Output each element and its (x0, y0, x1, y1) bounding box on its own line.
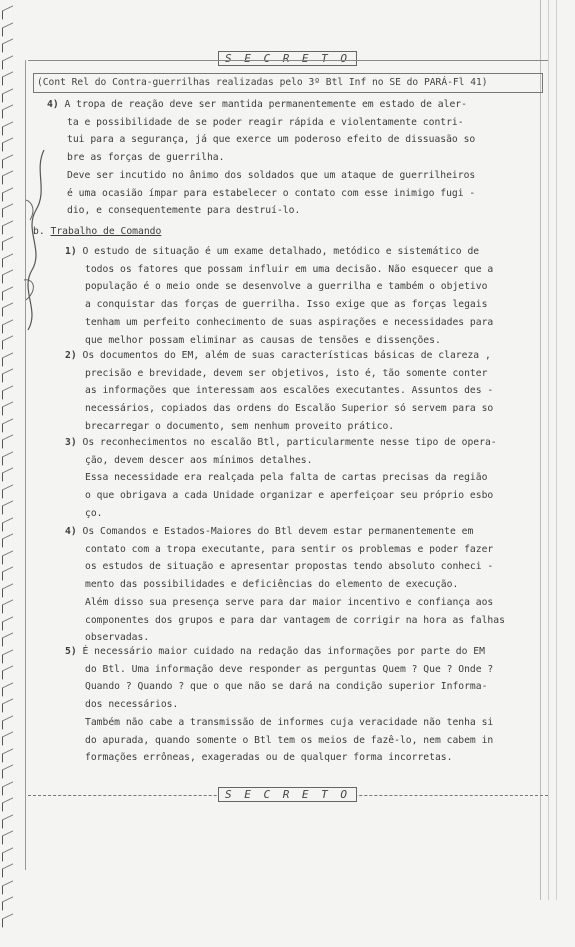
binding-hole (2, 517, 13, 531)
binding-hole (2, 319, 13, 333)
paragraph-line: contato com a tropa executante, para sentir os problemas e poder fazer (85, 543, 494, 555)
binding-hole (2, 632, 13, 646)
paragraph-line: brecarregar o documento, sem nenhum proveito prático. (85, 420, 395, 432)
binding-hole (2, 764, 13, 778)
paragraph-line: que melhor possam eliminar as causas de tensões e dissenções. (85, 334, 441, 346)
binding-hole (2, 352, 13, 366)
binding-hole (2, 880, 13, 894)
binding-hole (2, 104, 13, 118)
paragraph-line: necessários, copiados das ordens do Escalão Superior só servem para so (85, 403, 494, 415)
paragraph-line: as informações que interessam aos escalões executantes. Assuntos des - (85, 385, 494, 397)
binding-hole (2, 368, 13, 382)
paragraph-line: dos necessários. (85, 699, 179, 711)
binding-hole (2, 121, 13, 135)
section-b-item-1 (65, 243, 493, 349)
item-number: 3) (65, 437, 77, 448)
binding-hole (2, 830, 13, 844)
item-number: 4) (65, 526, 77, 537)
paragraph-line: Também não cabe a transmissão de informes cuja veracidade não tenha si (85, 716, 494, 728)
paragraph-line: mento das possibilidades e deficiências do elemento de execução. (85, 579, 459, 591)
section-b-item-5 (65, 643, 493, 767)
paragraph-line: tui para a segurança, já que exerce um poderoso efeito de dissuasão so (67, 134, 476, 146)
secret-stamp-bottom (0, 788, 575, 801)
paragraph-line: Quando ? Quando ? que o que não se dará na condição superior Informa- (85, 681, 488, 693)
section-title: Trabalho de Comando (50, 226, 162, 237)
binding-hole (2, 665, 13, 679)
paragraph-line: ço. (85, 507, 103, 519)
binding-hole (2, 170, 13, 184)
paragraph-line: do Btl. Uma informação deve responder as perguntas Quem ? Que ? Onde ? (85, 663, 494, 675)
header-rule (28, 60, 548, 61)
binding-hole (2, 137, 13, 151)
item-number: 1) (65, 246, 77, 257)
section-b-item-4 (65, 523, 505, 647)
binding-hole (2, 220, 13, 234)
binding-hole (2, 401, 13, 415)
paragraph-line: é uma ocasião ímpar para estabelecer o contato com esse inimigo fugi - (67, 187, 476, 199)
scan-artifact-line (540, 0, 541, 900)
binding-hole (2, 913, 13, 927)
paragraph-line: todos os fatores que possam influir em uma decisão. Não esquecer que a (85, 263, 494, 275)
binding-hole (2, 550, 13, 564)
binding-hole (2, 715, 13, 729)
binding-hole (2, 814, 13, 828)
paragraph-line: os estudos de situação e apresentar propostas tendo absoluto conheci - (85, 561, 494, 573)
scan-artifact-line (548, 0, 549, 900)
paragraph-line: componentes dos grupos e para dar vantagem de corrigir na hora as falhas (85, 614, 505, 626)
item-4 (47, 96, 475, 220)
binding-hole (2, 335, 13, 349)
binding-hole (2, 269, 13, 283)
binding-hole (2, 434, 13, 448)
binding-hole (2, 896, 13, 910)
paragraph-line: O estudo de situação é um exame detalhado, metódico e sistemático de (82, 246, 480, 257)
binding-hole (2, 5, 13, 19)
secret-stamp-bottom-text: S E C R E T O (218, 787, 357, 802)
item-number: 4) (47, 99, 59, 110)
paragraph-line: o que obrigava a cada Unidade organizar e aperfeiçoar seu próprio esbo (85, 490, 494, 502)
binding-hole (2, 566, 13, 580)
paragraph-line: bre as forças de guerrilha. (67, 152, 225, 164)
binding-hole (2, 863, 13, 877)
paragraph-line: A tropa de reação deve ser mantida permanentemente em estado de aler- (64, 99, 467, 110)
binding-hole (2, 599, 13, 613)
paragraph-line: tenham um perfeito conhecimento de suas aspirações e necessidades para (85, 316, 494, 328)
binding-hole (2, 253, 13, 267)
binding-hole (2, 731, 13, 745)
paragraph-line: Além disso sua presença serve para dar maior incentivo e confiança aos (85, 596, 494, 608)
secret-stamp-top (0, 52, 575, 65)
item-number: 2) (65, 350, 77, 361)
binding-hole (2, 385, 13, 399)
item-number: 5) (65, 646, 77, 657)
document-reference: (Cont Rel do Contra-guerrilhas realizadas pelo 3º Btl Inf no SE do PARÁ-Fl 41) (33, 73, 543, 93)
binding-hole (2, 616, 13, 630)
paragraph-line: dio, e consequentemente para destruí-lo. (67, 205, 301, 217)
binding-hole (2, 847, 13, 861)
paragraph-line: Os documentos do EM, além de suas características básicas de clareza , (82, 350, 491, 361)
binding-hole (2, 682, 13, 696)
binding-hole (2, 236, 13, 250)
paragraph-line: ta e possibilidade de se poder reagir rápida e violentamente contri- (67, 116, 464, 128)
binding-hole (2, 649, 13, 663)
section-b-item-2 (65, 347, 493, 436)
binding-hole (2, 187, 13, 201)
paragraph-line: população é o meio onde se desenvolve a guerrilha e também o objetivo (85, 281, 488, 293)
paragraph-line: formações errôneas, exageradas ou de qualquer forma incorretas. (85, 752, 453, 764)
paragraph-line: ção, devem descer aos mínimos detalhes. (85, 454, 313, 466)
binding-hole (2, 533, 13, 547)
paragraph-line: Os Comandos e Estados-Maiores do Btl devem estar permanentemente em (82, 526, 474, 537)
paragraph-line: Essa necessidade era realçada pela falta de cartas precisas da região (85, 472, 488, 484)
binding-hole (2, 88, 13, 102)
binding-hole (2, 302, 13, 316)
binding-hole (2, 500, 13, 514)
paragraph-line: a conquistar das forças de guerrilha. Isso exige que as forças legais (85, 299, 488, 311)
binding-hole (2, 22, 13, 36)
section-letter: b. (33, 226, 45, 237)
paragraph-line: É necessário maior cuidado na redação das informações por parte do EM (82, 646, 485, 657)
paragraph-line: Deve ser incutido no ânimo dos soldados que um ataque de guerrilheiros (67, 169, 476, 181)
binding-hole (2, 154, 13, 168)
paragraph-line: observadas. (85, 632, 150, 644)
binding-hole (2, 484, 13, 498)
binding-hole (2, 583, 13, 597)
binding-hole (2, 71, 13, 85)
section-b-item-3 (65, 434, 497, 523)
secret-stamp-top-text: S E C R E T O (218, 51, 357, 66)
binding-hole (2, 451, 13, 465)
scan-artifact-line (556, 0, 557, 900)
binding-hole (2, 418, 13, 432)
paragraph-line: Os reconhecimentos no escalão Btl, particularmente nesse tipo de opera- (82, 437, 497, 448)
binding-hole (2, 467, 13, 481)
binding-hole (2, 698, 13, 712)
binding-hole (2, 38, 13, 52)
paragraph-line: do apurada, quando somente o Btl tem os meios de fazê-lo, nem cabem in (85, 734, 494, 746)
binding-hole (2, 203, 13, 217)
binding-hole (2, 286, 13, 300)
paragraph-line: precisão e brevidade, devem ser objetivos, isto é, tão somente conter (85, 367, 488, 379)
section-b-heading (33, 223, 161, 241)
binding-hole (2, 748, 13, 762)
